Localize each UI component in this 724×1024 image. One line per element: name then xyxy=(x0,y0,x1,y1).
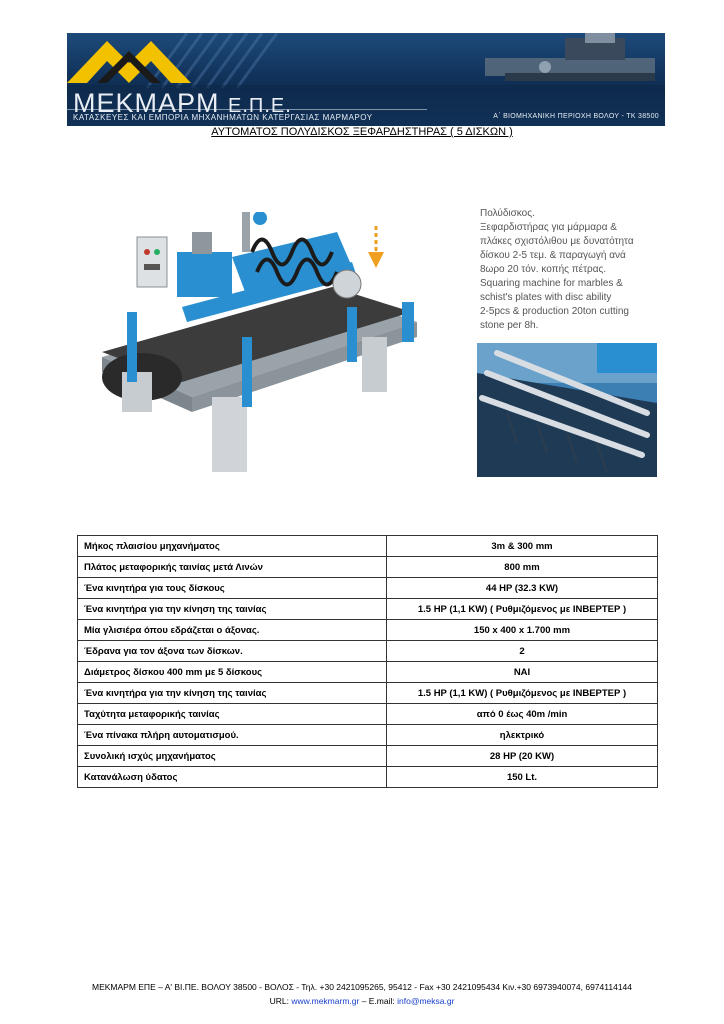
machine-description xyxy=(480,207,670,333)
page-title: ΑΥΤΟΜΑΤΟΣ ΠΟΛΥΔΙΣΚΟΣ ΞΕΦΑΡΔΗΣΤΗΡΑΣ ( 5 ΔΙΣΚΩΝ ) xyxy=(211,126,513,138)
description-en-line: schist's plates with disc ability xyxy=(480,292,612,303)
description-en-line: stone per 8h. xyxy=(480,320,539,331)
footer-url-label: URL: xyxy=(269,996,292,1006)
table-row xyxy=(78,662,658,683)
table-row xyxy=(78,599,658,620)
spec-value: 800 mm xyxy=(387,557,658,578)
spec-table xyxy=(77,535,658,788)
header-banner xyxy=(67,33,665,126)
table-row xyxy=(78,578,658,599)
description-gr-title: Πολύδισκος. xyxy=(480,208,535,219)
spec-label: Έδρανα για τον άξονα των δίσκων. xyxy=(78,641,387,662)
company-address: Α΄ ΒΙΟΜΗΧΑΝΙΚΗ ΠΕΡΙΟΧΗ ΒΟΛΟΥ - ΤΚ 38500 xyxy=(493,113,659,120)
spec-label: Ένα κινητήρα για την κίνηση της ταινίας xyxy=(78,683,387,704)
table-row xyxy=(78,746,658,767)
table-row xyxy=(78,557,658,578)
spec-value: 28 HP (20 KW) xyxy=(387,746,658,767)
footer xyxy=(0,980,724,1008)
description-en-title: Squaring machine xyxy=(480,278,561,289)
spec-value: 1.5 HP (1,1 KW) ( Ρυθμιζόμενος με ΙΝΒΕΡΤΕΡ ) xyxy=(387,599,658,620)
company-subtitle: ΚΑΤΑΣΚΕΥΕΣ ΚΑΙ ΕΜΠΟΡΙΑ ΜΗΧΑΝΗΜΑΤΩΝ ΚΑΤΕΡΓΑΣΙΑΣ ΜΑΡΜΑΡΟΥ xyxy=(73,113,373,122)
description-en-title-rest: for marbles & xyxy=(560,278,623,289)
website-link[interactable]: www.mekmarm.gr xyxy=(291,996,360,1006)
description-en-title-line xyxy=(480,277,670,291)
spec-label: Συνολική ισχύς μηχανήματος xyxy=(78,746,387,767)
machine-banner-image xyxy=(445,33,665,93)
table-row xyxy=(78,641,658,662)
table-row xyxy=(78,725,658,746)
disc-detail-photo xyxy=(477,343,657,477)
footer-links xyxy=(0,994,724,1008)
spec-value: 44 HP (32.3 KW) xyxy=(387,578,658,599)
spec-value: 2 xyxy=(387,641,658,662)
spec-label: Ένα κινητήρα για τους δίσκους xyxy=(78,578,387,599)
spec-label: Ένα πίνακα πλήρη αυτοματισμού. xyxy=(78,725,387,746)
description-gr-line: δίσκου 2-5 τεμ. & παραγωγή ανά xyxy=(480,250,626,261)
company-name-text: ΜΕΚΜΑΡΜ xyxy=(73,88,220,118)
email-link[interactable]: info@meksa.gr xyxy=(397,996,455,1006)
spec-label: Μήκος πλαισίου μηχανήματος xyxy=(78,536,387,557)
spec-value: 150 x 400 x 1.700 mm xyxy=(387,620,658,641)
spec-value: από 0 έως 40m /min xyxy=(387,704,658,725)
table-row xyxy=(78,683,658,704)
spec-label: Ένα κινητήρα για την κίνηση της ταινίας xyxy=(78,599,387,620)
footer-email-label: – E.mail: xyxy=(359,996,398,1006)
description-gr-line: 8ωρο 20 τόν. κοπής πέτρας. xyxy=(480,264,607,275)
spec-label: Διάμετρος δίσκου 400 mm με 5 δίσκους xyxy=(78,662,387,683)
company-suffix: Ε.Π.Ε. xyxy=(228,95,292,117)
spec-label: Ταχύτητα μεταφορικής ταινίας xyxy=(78,704,387,725)
spec-value: ηλεκτρικό xyxy=(387,725,658,746)
table-row xyxy=(78,620,658,641)
spec-value: 3m & 300 mm xyxy=(387,536,658,557)
spec-value: 1.5 HP (1,1 KW) ( Ρυθμιζόμενος με ΙΝΒΕΡΤΕΡ ) xyxy=(387,683,658,704)
arrow-down-icon xyxy=(366,224,386,270)
spec-label: Μία γλισιέρα όπου εδράζεται ο άξονας. xyxy=(78,620,387,641)
spec-value: ΝΑΙ xyxy=(387,662,658,683)
description-gr-line: πλάκες σχιστόλιθου με δυνατότητα xyxy=(480,236,634,247)
description-en-line: 2-5pcs & production 20ton cutting xyxy=(480,306,629,317)
spec-label: Κατανάλωση ύδατος xyxy=(78,767,387,788)
spec-label: Πλάτος μεταφορικής ταινίας μετά Λινών xyxy=(78,557,387,578)
footer-contact: ΜΕΚΜΑΡΜ ΕΠΕ – Α' ΒΙ.ΠΕ. ΒΟΛΟΥ 38500 - ΒΟΛΟΣ - Τηλ. +30 2421095265, 95412 - Fax +30 2421095434 Κιν.+30 6973940074, 6974114144 xyxy=(91,982,632,992)
table-row xyxy=(78,704,658,725)
description-gr-line: Ξεφαρδιστήρας για μάρμαρα & xyxy=(480,222,617,233)
table-row xyxy=(78,536,658,557)
spec-value: 150 Lt. xyxy=(387,767,658,788)
table-row xyxy=(78,767,658,788)
